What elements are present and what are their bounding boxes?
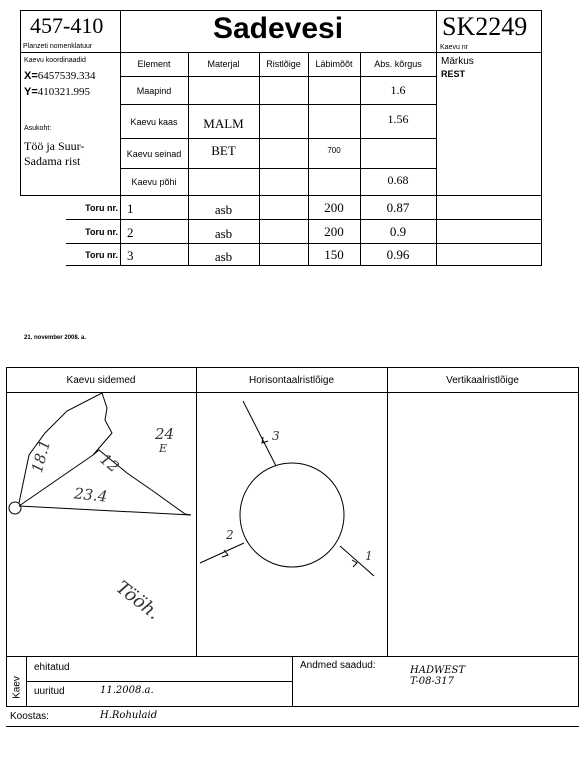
built-label: ehitatud [34, 662, 70, 673]
pipe-row-height: 0.9 [389, 223, 407, 239]
flow-arrow-1 [352, 560, 357, 567]
kaev-side-label: Kaev [11, 676, 23, 699]
manhole-circle [240, 463, 344, 567]
table-row-element: Maapind [136, 85, 172, 96]
pipe-row-material: asb [214, 248, 233, 264]
document-date: 21. november 2008. a. [24, 335, 87, 341]
pipe-row-diameter: 150 [324, 246, 344, 262]
planzette-number: 457-410 [30, 13, 104, 38]
pipe-row-number: 1 [127, 201, 134, 216]
table-row-height: 1.6 [390, 83, 406, 97]
surveyed-label: uuritud [34, 686, 65, 697]
pipe-row-label: Toru nr. [85, 226, 118, 237]
manhole-symbol [9, 502, 21, 514]
pipe-label-1: 1 [365, 549, 373, 563]
pipe-row-material: asb [214, 225, 233, 241]
col-header-height: Abs. kõrgus [374, 59, 422, 69]
pipe-row-height: 0.96 [386, 246, 410, 262]
pipe-row-label: Toru nr. [85, 249, 118, 260]
table-row-element: Kaevu kaas [130, 116, 178, 127]
pipe-label-2: 2 [226, 528, 234, 542]
surveyed-value: 11.2008.a. [100, 685, 154, 696]
author-label: Koostas: [10, 711, 49, 722]
pipe-label-3: 3 [272, 429, 280, 443]
pipe-row-material: asb [214, 201, 233, 217]
kaev-id: SK2249 [442, 12, 528, 41]
pipe-line-2 [200, 543, 244, 563]
page-title: Sadevesi [212, 12, 344, 45]
col-header-material: Materjal [207, 59, 240, 69]
table-row-material: MALM [203, 115, 244, 131]
panel-title-vertical: Vertikaalristlõige [446, 374, 519, 386]
building-number: 24 [155, 425, 175, 443]
building-letter: E [159, 442, 168, 455]
table-row-height: 0.68 [387, 172, 409, 187]
table-row-diameter: 700 [327, 146, 341, 155]
location-line1: Töö ja Suur- [24, 139, 85, 153]
panel-title-horizontal: Horisontaalristlõige [248, 374, 335, 386]
data-source-label: Andmed saadud: [300, 660, 376, 671]
dimension-12: 12 [96, 449, 123, 477]
pipe-row-height: 0.87 [386, 199, 410, 215]
dimension-234: 23.4 [73, 484, 109, 506]
horizontal-section-sketch [197, 393, 387, 656]
col-header-element: Element [137, 59, 171, 69]
remark-label: Märkus [441, 56, 474, 67]
y-coordinate [24, 86, 90, 98]
flow-arrow-3 [262, 437, 268, 443]
table-row-element: Kaevu seinad [126, 148, 182, 159]
author-value: H.Rohulaid [100, 710, 158, 721]
data-source-value1: HADWEST [410, 665, 466, 676]
location-label: Asukoht: [24, 125, 52, 132]
table-row-material: BET [211, 142, 236, 158]
pipe-row-diameter: 200 [324, 223, 344, 239]
coords-label: Kaevu koordinaadid [24, 57, 86, 64]
table-row-height: 1.56 [387, 112, 409, 126]
kaev-caption: Kaevu nr [440, 44, 469, 51]
pipe-row-number: 2 [127, 225, 134, 240]
pipe-row-label: Toru nr. [85, 202, 118, 213]
panel-title-connections: Kaevu sidemed [66, 374, 136, 386]
table-row-element: Kaevu põhi [131, 177, 177, 187]
remark-value: REST [441, 69, 466, 79]
y-value: 410321.995 [37, 86, 91, 98]
measure-line-234 [19, 506, 191, 515]
data-source-value2: T-08-317 [410, 676, 454, 687]
dimension-181: 18.1 [28, 437, 55, 475]
col-header-cross: Ristlõige [266, 59, 301, 69]
col-header-diameter: Läbimõõt [315, 59, 353, 69]
pipe-row-diameter: 200 [324, 199, 344, 215]
y-label: Y= [24, 86, 38, 98]
x-coordinate [24, 70, 96, 82]
planzette-caption: Planzeti nomenklatuur [23, 43, 93, 50]
street-label: Tööh. [111, 576, 164, 625]
location-line2: Sadama rist [24, 154, 81, 168]
x-value: 6457539.334 [37, 70, 96, 82]
x-label: X= [24, 70, 38, 82]
pipe-row-number: 3 [127, 248, 134, 263]
